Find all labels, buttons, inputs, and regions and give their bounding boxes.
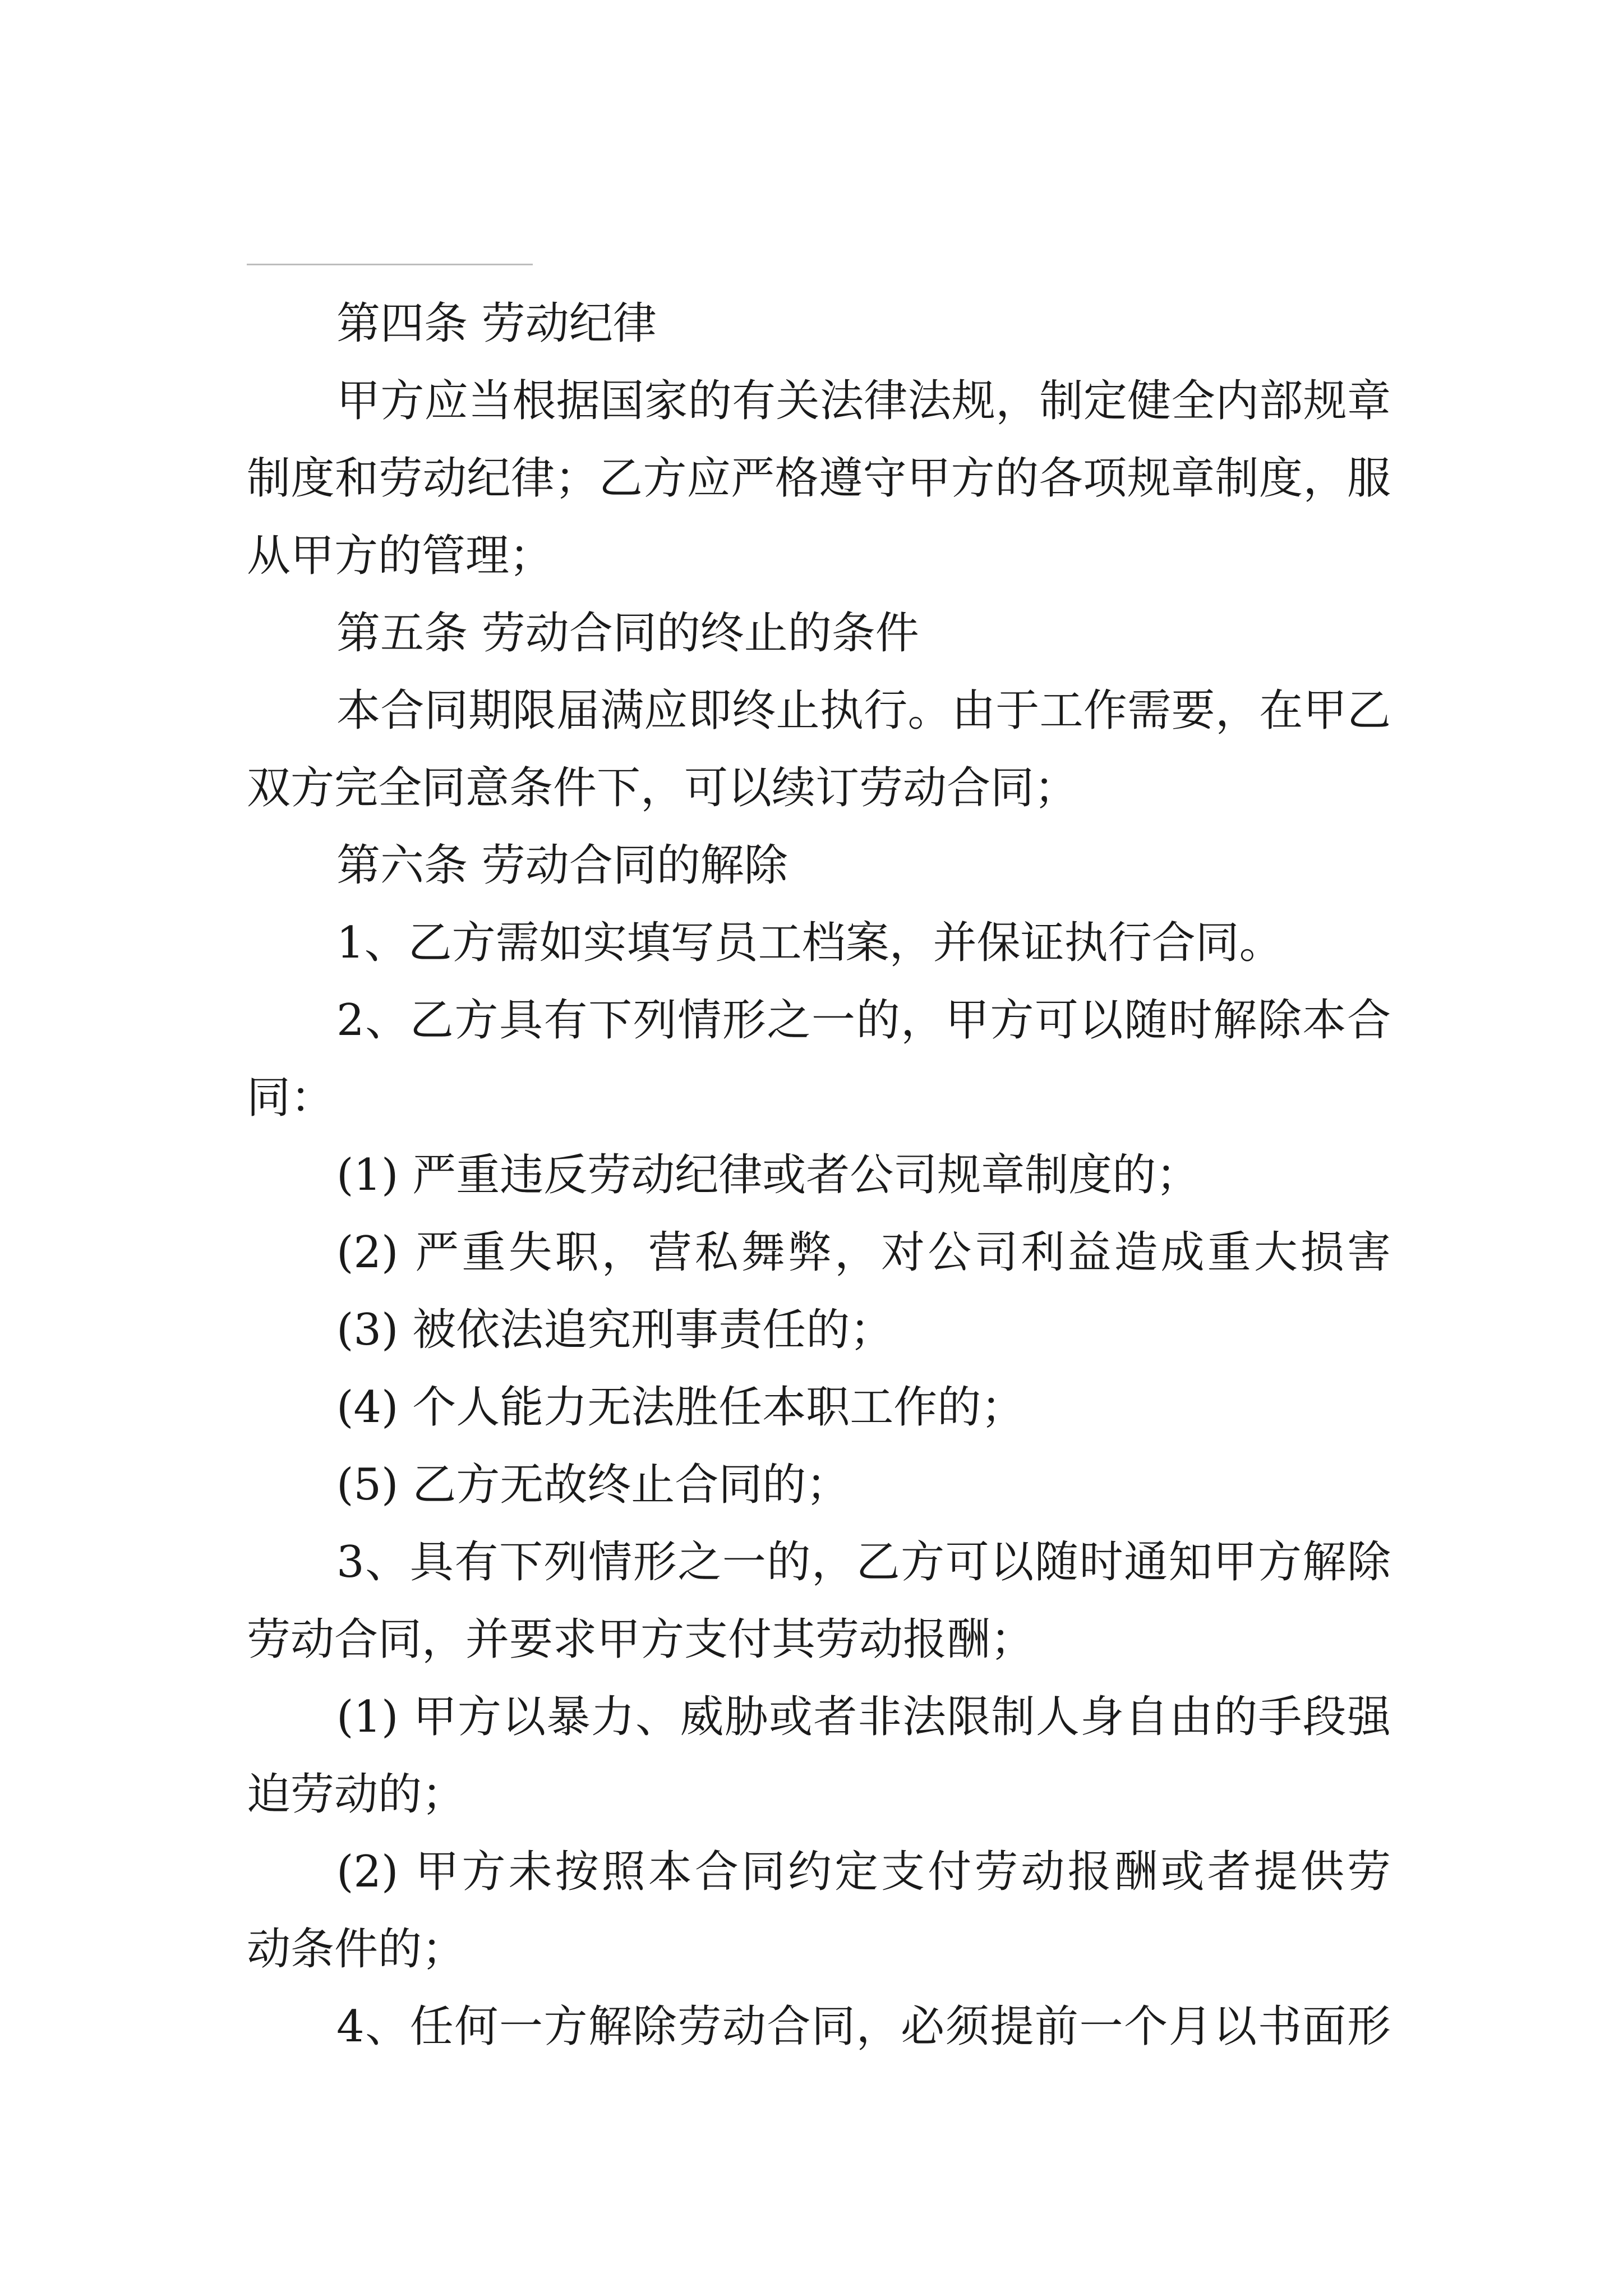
article-6-clause-2-cont: 同： [247,1073,335,1123]
article-5-text-line: 双方完全同意条件下，可以续订劳动合同； [247,763,1078,813]
article-6-heading: 第六条 劳动合同的解除 [336,840,788,891]
document-body [247,285,1391,2065]
list-item: (4) 个人能力无法胜任本职工作的； [336,1382,1025,1433]
list-item: (5) 乙方无故终止合同的； [336,1460,850,1510]
list-item: (1) 严重违反劳动纪律或者公司规章制度的； [336,1150,1200,1200]
article-6-clause-2: 2、乙方具有下列情形之一的，甲方可以随时解除本合 [336,995,1391,1046]
article-4-text-line: 制度和劳动纪律；乙方应严格遵守甲方的各项规章制度，服 [247,453,1391,504]
article-6-clause-3: 3、具有下列情形之一的，乙方可以随时通知甲方解除 [336,1537,1391,1588]
article-5-heading: 第五条 劳动合同的终止的条件 [336,608,919,659]
article-6-clause-1: 1、乙方需如实填写员工档案，并保证执行合同。 [336,918,1283,968]
article-4-text-line: 从甲方的管理； [247,531,554,581]
list-item-cont: 动条件的； [247,1924,466,1975]
header-rule [247,264,533,265]
list-item: (2) 严重失职，营私舞弊，对公司利益造成重大损害 [336,1227,1391,1278]
article-6-clause-3-cont: 劳动合同，并要求甲方支付其劳动报酬； [247,1614,1035,1665]
list-item-cont: 迫劳动的； [247,1769,466,1820]
list-item: (3) 被依法追究刑事责任的； [336,1305,894,1355]
article-4-text-line: 甲方应当根据国家的有关法律法规，制定健全内部规章 [336,376,1391,426]
article-6-clause-4: 4、任何一方解除劳动合同，必须提前一个月以书面形 [336,2001,1391,2052]
article-4-heading: 第四条 劳动纪律 [336,298,657,349]
list-item: (1) 甲方以暴力、威胁或者非法限制人身自由的手段强 [336,1692,1391,1742]
list-item: (2) 甲方未按照本合同约定支付劳动报酬或者提供劳 [336,1847,1391,1897]
article-5-text-line: 本合同期限届满应即终止执行。由于工作需要，在甲乙 [336,685,1391,736]
